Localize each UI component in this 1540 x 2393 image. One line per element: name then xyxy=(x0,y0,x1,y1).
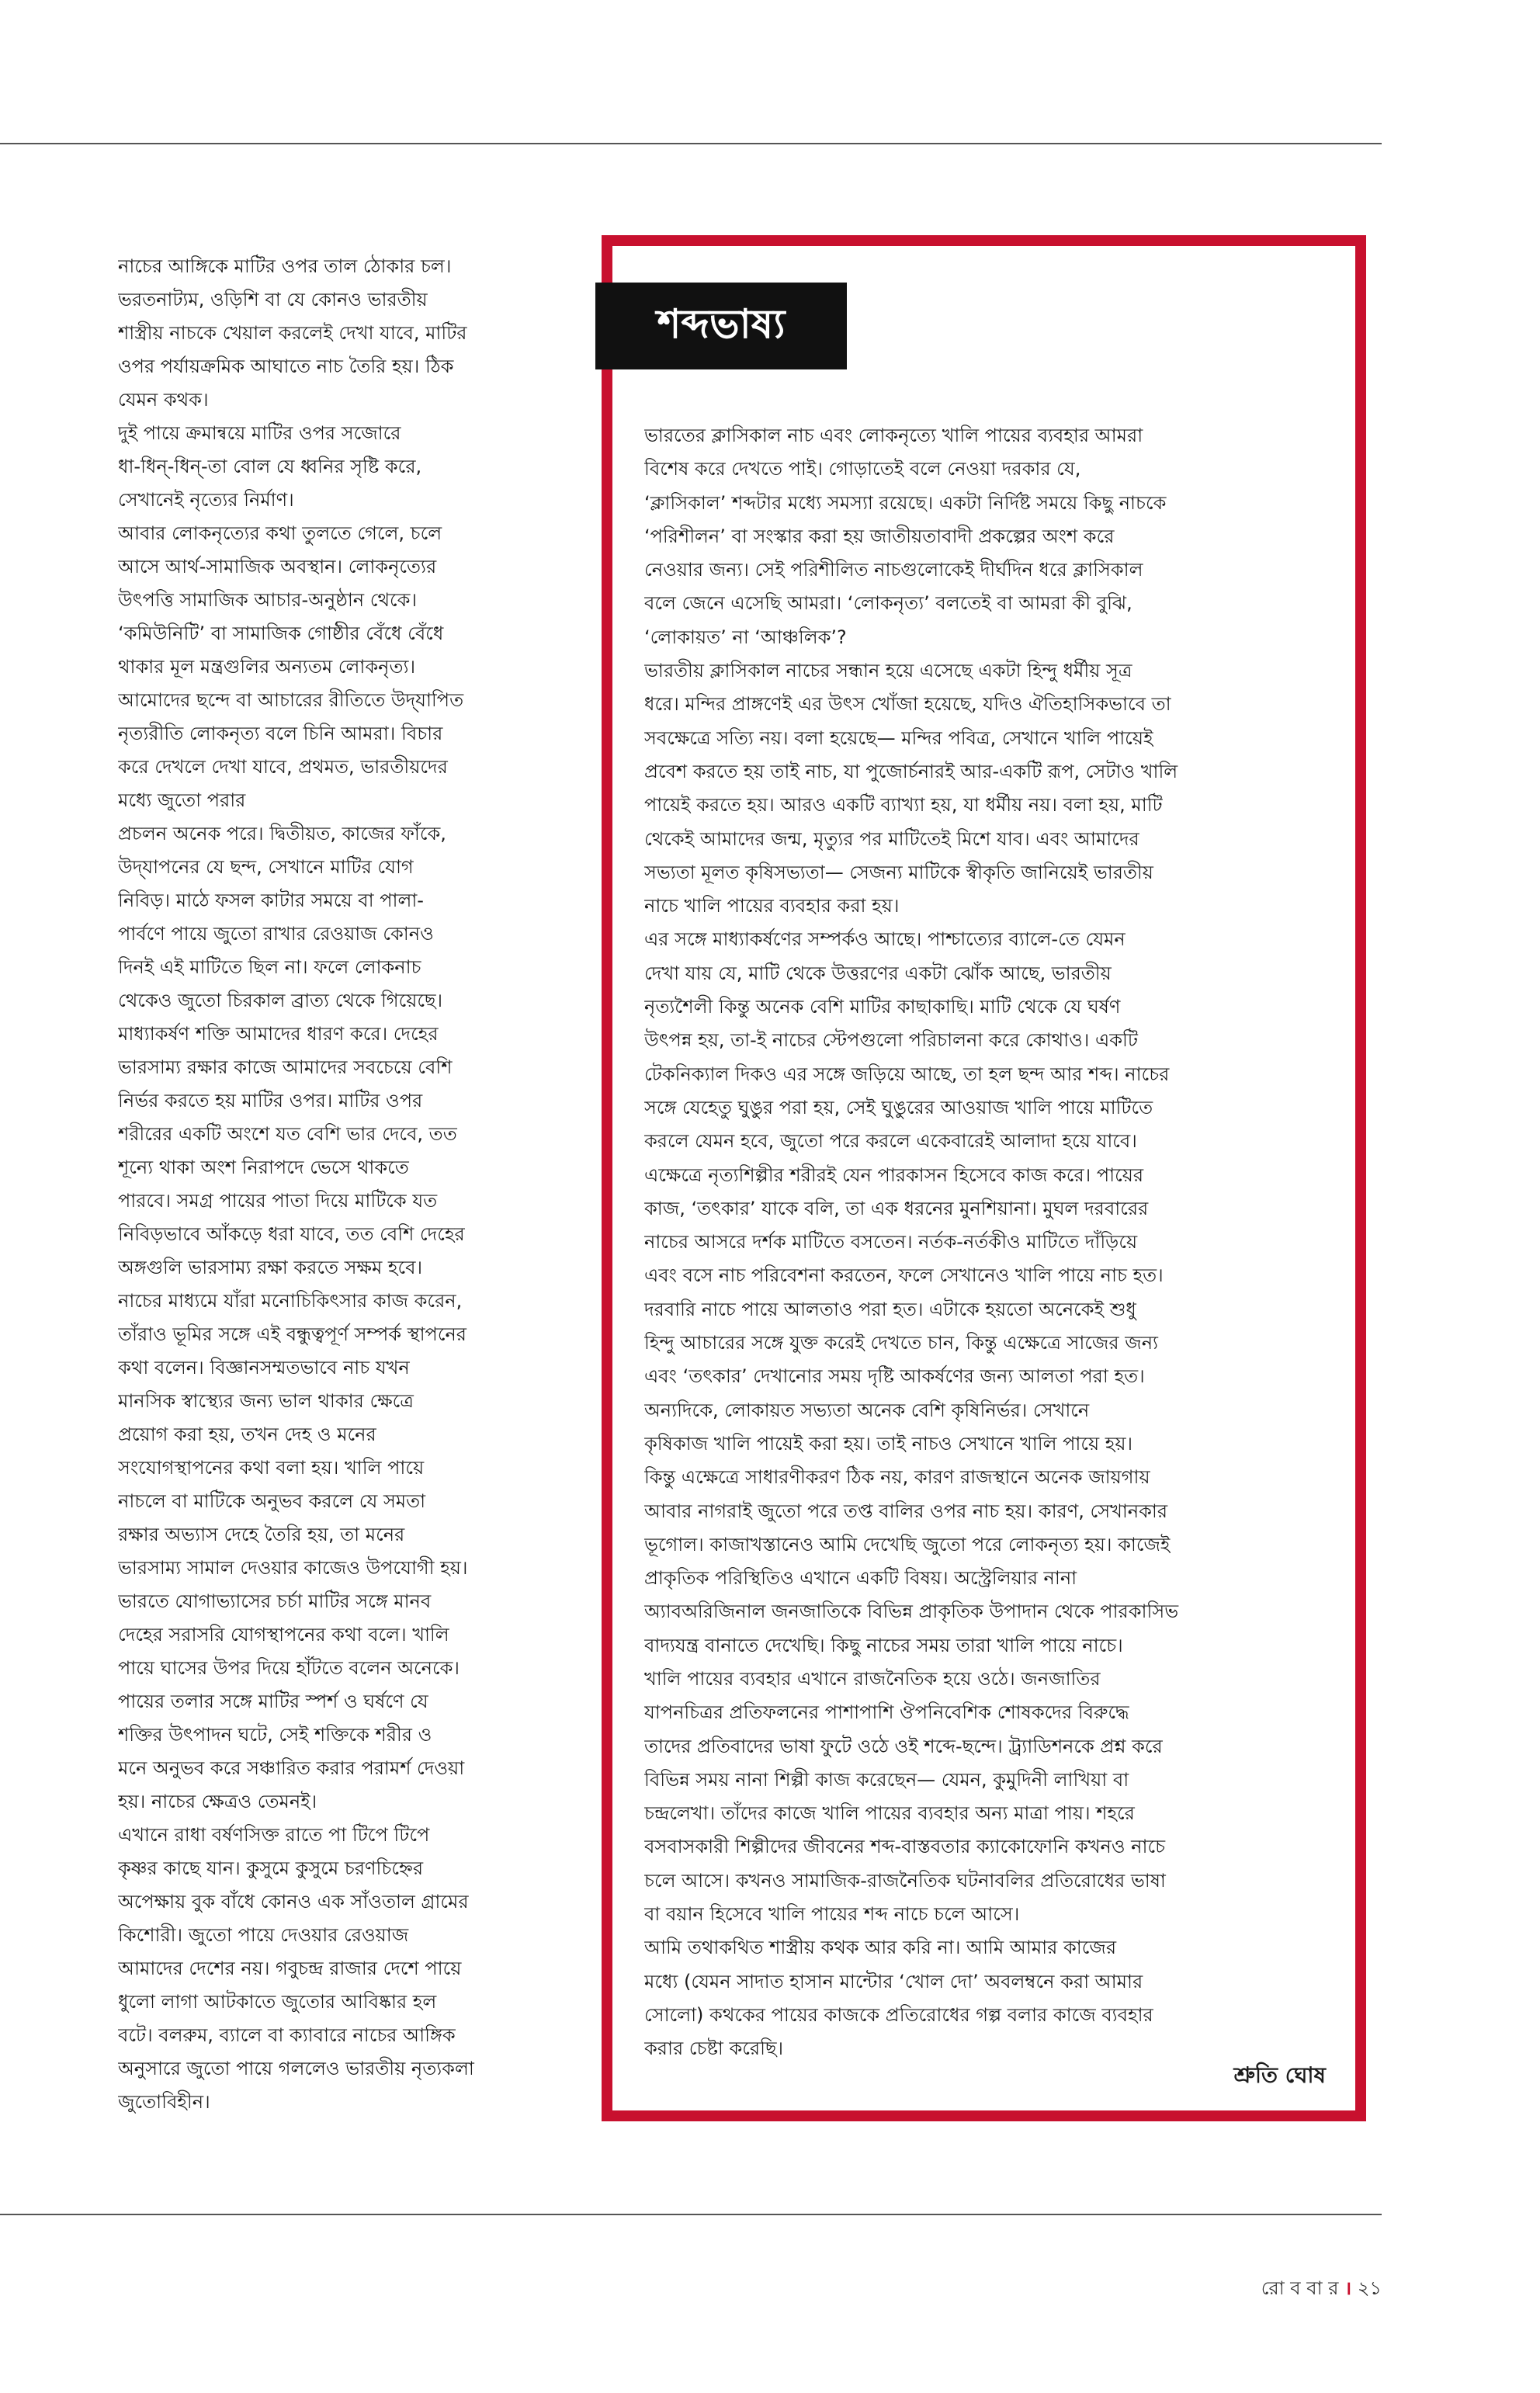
text-line: বাদ্যযন্ত্র বানাতে দেখেছি। কিছু নাচের সময় তারা খালি পায়ে নাচে। xyxy=(644,1634,1123,1656)
text-line: কিশোরী। জুতো পায়ে দেওয়ার রেওয়াজ xyxy=(118,1924,409,1946)
text-line: বলে জেনে এসেছি আমরা। ‘লোকনৃত্য’ বলতেই বা আমরা কী বুঝি, xyxy=(644,592,1132,615)
text-line: নৃত্যরীতি লোকনৃত্য বলে চিনি আমরা। বিচার xyxy=(118,723,443,744)
text-line: ভারতের ক্লাসিকাল নাচ এবং লোকনৃত্যে খালি পায়ের ব্যবহার আমরা xyxy=(644,425,1143,446)
text-line: করার চেষ্টা করেছি। xyxy=(644,2038,784,2060)
text-line: নেওয়ার জন্য। সেই পরিশীলিত নাচগুলোকেই দীর্ঘদিন ধরে ক্লাসিকাল xyxy=(644,559,1143,581)
text-line: আমাদের দেশের নয়। গবুচন্দ্র রাজার দেশে পায়ে xyxy=(118,1958,462,1979)
text-line: অঙ্গগুলি ভারসাম্য রক্ষা করতে সক্ষম হবে। xyxy=(118,1257,423,1278)
text-line: ভারতে যোগাভ্যাসের চর্চা মাটির সঙ্গে মানব xyxy=(118,1590,432,1612)
text-line: কথা বলেন। বিজ্ঞানসম্মতভাবে নাচ যখন xyxy=(118,1357,410,1379)
text-line: রক্ষার অভ্যাস দেহে তৈরি হয়, তা মনের xyxy=(118,1524,405,1545)
text-line: ‘লোকায়ত’ না ‘আঞ্চলিক’? xyxy=(644,626,847,648)
text-line: আসে আর্থ-সামাজিক অবস্থান। লোকনৃত্যের xyxy=(118,556,437,577)
magazine-name: রো ব বা র xyxy=(1261,2277,1339,2299)
text-line: প্রয়োগ করা হয়, তখন দেহ ও মনের xyxy=(118,1424,376,1445)
text-line: কৃষ্ণর কাছে যান। কুসুমে কুসুমে চরণচিহ্নের xyxy=(118,1857,424,1879)
text-line: চন্দ্রলেখা। তাঁদের কাজে খালি পায়ের ব্যবহার অন্য মাত্রা পায়। শহরে xyxy=(644,1802,1135,1825)
text-line: এখানে রাধা বর্ষণসিক্ত রাতে পা টিপে টিপে xyxy=(118,1824,430,1846)
text-line: উৎপন্ন হয়, তা-ই নাচের স্টেপগুলো পরিচালনা করে কোথাও। একটি xyxy=(644,1029,1139,1052)
text-line: থেকেও জুতো চিরকাল ব্রাত্য থেকে গিয়েছে। xyxy=(118,990,443,1011)
text-line: মানসিক স্বাস্থ্যের জন্য ভাল থাকার ক্ষেত্রে xyxy=(118,1390,414,1412)
text-line: প্রাকৃতিক পরিস্থিতিও এখানে একটি বিষয়। অস্ট্রেলিয়ার নানা xyxy=(644,1567,1077,1590)
text-line: তাঁরাও ভূমির সঙ্গে এই বন্ধুত্বপূর্ণ সম্পর্ক স্থাপনের xyxy=(118,1323,467,1345)
text-line: মধ্যে জুতো পরার xyxy=(118,789,246,811)
text-line: পার্বণে পায়ে জুতো রাখার রেওয়াজ কোনও xyxy=(118,923,434,945)
text-line: ‘পরিশীলন’ বা সংস্কার করা হয় জাতীয়তাবাদী প্রকল্পের অংশ করে xyxy=(644,525,1115,547)
text-line: ধুলো লাগা আটকাতে জুতোর আবিষ্কার হল xyxy=(118,1991,437,2013)
text-line: ভারসাম্য রক্ষার কাজে আমাদের সবচেয়ে বেশি xyxy=(118,1056,453,1078)
text-line: নৃত্যশৈলী কিন্তু অনেক বেশি মাটির কাছাকাছি। মাটি থেকে যে ঘর্ষণ xyxy=(644,996,1121,1018)
text-line: প্রচলন অনেক পরে। দ্বিতীয়ত, কাজের ফাঁকে, xyxy=(118,823,446,844)
text-line: সংযোগস্থাপনের কথা বলা হয়। খালি পায়ে xyxy=(118,1457,425,1479)
text-line: যেমন কথক। xyxy=(118,389,209,411)
text-line: সভ্যতা মূলত কৃষিসভ্যতা— সেজন্য মাটিকে স্বীকৃতি জানিয়েই ভারতীয় xyxy=(644,861,1153,883)
text-line: ‘ক্লাসিকাল’ শব্দটার মধ্যে সমস্যা রয়েছে। একটা নির্দিষ্ট সময়ে কিছু নাচকে xyxy=(644,491,1167,514)
text-line: এবং ‘তৎকার’ দেখানোর সময় দৃষ্টি আকর্ষণের জন্য আলতা পরা হত। xyxy=(644,1365,1145,1388)
text-line: বা বয়ান হিসেবে খালি পায়ের শব্দ নাচে চলে আসে। xyxy=(644,1903,1020,1926)
text-line: নির্ভর করতে হয় মাটির ওপর। মাটির ওপর xyxy=(118,1090,423,1112)
text-line: পারবে। সমগ্র পায়ের পাতা দিয়ে মাটিকে যত xyxy=(118,1190,438,1212)
text-line: আমোদের ছন্দে বা আচারের রীতিতে উদ্‌যাপিত xyxy=(118,689,464,711)
text-line: করে দেখলে দেখা যাবে, প্রথমত, ভারতীয়দের xyxy=(118,756,448,778)
text-line: দিনই এই মাটিতে ছিল না। ফলে লোকনাচ xyxy=(118,956,421,978)
text-line: নিবিড়। মাঠে ফসল কাটার সময়ে বা পালা- xyxy=(118,890,424,911)
author-name: শ্রুতি ঘোষ xyxy=(1233,2062,1326,2088)
text-line: নাচে খালি পায়ের ব্যবহার করা হয়। xyxy=(644,895,900,917)
text-line: পায়েই করতে হয়। আরও একটি ব্যাখ্যা হয়, যা ধর্মীয় নয়। বলা হয়, মাটি xyxy=(644,794,1163,817)
footer-separator: । xyxy=(1344,2277,1352,2299)
text-line: শরীরের একটি অংশে যত বেশি ভার দেবে, তত xyxy=(118,1123,457,1145)
text-line: দেখা যায় যে, মাটি থেকে উত্তরণের একটা ঝোঁক আছে, ভারতীয় xyxy=(644,962,1112,984)
text-line: বিশেষ করে দেখতে পাই। গোড়াতেই বলে নেওয়া দরকার যে, xyxy=(644,458,1081,480)
text-line: পায়ের তলার সঙ্গে মাটির স্পর্শ ও ঘর্ষণে যে xyxy=(118,1691,428,1712)
text-line: করলে যেমন হবে, জুতো পরে করলে একেবারেই আলাদা হয়ে যাবে। xyxy=(644,1130,1137,1153)
text-line: ভারসাম্য সামাল দেওয়ার কাজেও উপযোগী হয়। xyxy=(118,1557,468,1579)
text-line: চলে আসে। কখনও সামাজিক-রাজনৈতিক ঘটনাবলির প্রতিরোধের ভাষা xyxy=(644,1869,1166,1892)
text-line: আমি তথাকথিত শাস্ত্রীয় কথক আর করি না। আমি আমার কাজের xyxy=(644,1937,1117,1959)
text-line: কিন্তু এক্ষেত্রে সাধারণীকরণ ঠিক নয়, কারণ রাজস্থানে অনেক জায়গায় xyxy=(644,1466,1150,1489)
text-line: নাচের আসরে দর্শক মাটিতে বসতেন। নর্তক-নর্তকীও মাটিতে দাঁড়িয়ে xyxy=(644,1231,1138,1254)
text-line: শক্তির উৎপাদন ঘটে, সেই শক্তিকে শরীর ও xyxy=(118,1724,432,1746)
text-line: বিভিন্ন সময় নানা শিল্পী কাজ করেছেন— যেমন, কুমুদিনী লাখিয়া বা xyxy=(644,1768,1129,1791)
page-number: ২১ xyxy=(1357,2277,1382,2299)
text-line: সোলো) কথকের পায়ের কাজকে প্রতিরোধের গল্প বলার কাজে ব্যবহার xyxy=(644,2003,1153,2026)
page-footer xyxy=(1250,2274,1382,2305)
text-line: বসবাসকারী শিল্পীদের জীবনের শব্দ-বাস্তবতার ক্যাকোফোনি কখনও নাচে xyxy=(644,1836,1166,1858)
text-line: টেকনিক্যাল দিকও এর সঙ্গে জড়িয়ে আছে, তা হল ছন্দ আর শব্দ। নাচের xyxy=(644,1063,1170,1085)
text-line: তাদের প্রতিবাদের ভাষা ফুটে ওঠে ওই শব্দে-ছন্দে। ট্র্যাডিশনকে প্রশ্ন করে xyxy=(644,1735,1163,1757)
text-line: ‘কমিউনিটি’ বা সামাজিক গোষ্ঠীর বেঁধে বেঁধে xyxy=(118,623,444,644)
text-line: ভূগোল। কাজাখস্তানেও আমি দেখেছি জুতো পরে লোকনৃত্য হয়। কাজেই xyxy=(644,1533,1171,1555)
text-line: হয়। নাচের ক্ষেত্রও তেমনই। xyxy=(118,1791,317,1812)
text-line: ধরে। মন্দির প্রাঙ্গণেই এর উৎস খোঁজা হয়েছে, যদিও ঐতিহাসিকভাবে তা xyxy=(644,693,1171,716)
text-line: সেখানেই নৃত্যের নির্মাণ। xyxy=(118,489,294,511)
text-line: নিবিড়ভাবে আঁকড়ে ধরা যাবে, তত বেশি দেহের xyxy=(118,1223,465,1245)
text-line: উদ্‌যাপনের যে ছন্দ, সেখানে মাটির যোগ xyxy=(118,856,414,878)
text-line: পায়ে ঘাসের উপর দিয়ে হাঁটতে বলেন অনেকে। xyxy=(118,1657,460,1679)
text-line: বটে। বলরুম, ব্যালে বা ক্যাবারে নাচের আঙ্গিক xyxy=(118,2024,456,2046)
text-line: নাচের আঙ্গিকে মাটির ওপর তাল ঠোকার চল। xyxy=(118,255,452,277)
text-line: দুই পায়ে ক্রমান্বয়ে মাটির ওপর সজোরে xyxy=(118,422,401,444)
text-line: অ্যাবঅরিজিনাল জনজাতিকে বিভিন্ন প্রাকৃতিক উপাদান থেকে পারকাসিভ xyxy=(644,1601,1179,1623)
text-line: এক্ষেত্রে নৃত্যশিল্পীর শরীরই যেন পারকাসন হিসেবে কাজ করে। পায়ের xyxy=(644,1164,1144,1186)
text-line: মনে অনুভব করে সঞ্চারিত করার পরামর্শ দেওয়া xyxy=(118,1757,465,1779)
sidebar-label: শব্দভাষ্য xyxy=(595,283,847,369)
text-line: সবক্ষেত্রে সত্যি নয়। বলা হয়েছে— মন্দির পবিত্র, সেখানে খালি পায়েই xyxy=(644,727,1153,749)
text-line: প্রবেশ করতে হয় তাই নাচ, যা পুজোর্চনারই আর-একটি রূপ, সেটাও খালি xyxy=(644,760,1178,782)
text-line: শাস্ত্রীয় নাচকে খেয়াল করলেই দেখা যাবে, মাটির xyxy=(118,322,467,344)
text-line: হিন্দু আচারের সঙ্গে যুক্ত করেই দেখতে চান, কিন্তু এক্ষেত্রে সাজের জন্য xyxy=(644,1332,1158,1354)
text-line: অনুসারে জুতো পায়ে গললেও ভারতীয় নৃত্যকলা xyxy=(118,2058,474,2079)
text-line: আবার লোকনৃত্যের কথা তুলতে গেলে, চলে xyxy=(118,522,442,544)
text-line: দেহের সরাসরি যোগস্থাপনের কথা বলে। খালি xyxy=(118,1624,449,1646)
text-line: নাচলে বা মাটিকে অনুভব করলে যে সমতা xyxy=(118,1490,426,1512)
text-line: যাপনচিত্রর প্রতিফলনের পাশাপাশি ঔপনিবেশিক শোষকদের বিরুদ্ধে xyxy=(644,1701,1129,1724)
text-line: ভরতনাট্যম, ওড়িশি বা যে কোনও ভারতীয় xyxy=(118,289,428,310)
text-line: ধা-ধিন্-ধিন্-তা বোল যে ধ্বনির সৃষ্টি করে, xyxy=(118,456,422,477)
text-line: এবং বসে নাচ পরিবেশনা করতেন, ফলে সেখানেও খালি পায়ে নাচ হত। xyxy=(644,1264,1164,1287)
text-line: মাধ্যাকর্ষণ শক্তি আমাদের ধারণ করে। দেহের xyxy=(118,1023,439,1045)
top-rule xyxy=(0,143,1382,144)
text-line: কাজ, ‘তৎকার’ যাকে বলি, তা এক ধরনের মুনশিয়ানা। মুঘল দরবারের xyxy=(644,1197,1149,1219)
sidebar-text xyxy=(644,419,1327,2066)
main-article-column xyxy=(118,250,560,2119)
text-line: এর সঙ্গে মাধ্যাকর্ষণের সম্পর্কও আছে। পাশ্চাত্যের ব্যালে-তে যেমন xyxy=(644,928,1126,951)
text-line: শূন্যে থাকা অংশ নিরাপদে ভেসে থাকতে xyxy=(118,1157,409,1178)
text-line: থাকার মূল মন্ত্রগুলির অন্যতম লোকনৃত্য। xyxy=(118,656,416,678)
text-line: মধ্যে (যেমন সাদাত হাসান মান্টোর ‘খোল দো’ অবলম্বনে করা আমার xyxy=(644,1970,1143,1992)
bottom-rule xyxy=(0,2214,1382,2215)
text-line: ভারতীয় ক্লাসিকাল নাচের সন্ধান হয়ে এসেছে একটা হিন্দু ধর্মীয় সূত্র xyxy=(644,660,1132,682)
text-line: অন্যদিকে, লোকায়ত সভ্যতা অনেক বেশি কৃষিনির্ভর। সেখানে xyxy=(644,1399,1090,1421)
text-line: অপেক্ষায় বুক বাঁধে কোনও এক সাঁওতাল গ্রামের xyxy=(118,1891,469,1913)
text-line: জুতোবিহীন। xyxy=(118,2091,210,2113)
text-line: নাচের মাধ্যমে যাঁরা মনোচিকিৎসার কাজ করেন, xyxy=(118,1290,463,1312)
text-line: সঙ্গে যেহেতু ঘুঙুর পরা হয়, সেই ঘুঙুরের আওয়াজ খালি পায়ে মাটিতে xyxy=(644,1096,1153,1118)
text-line: দরবারি নাচে পায়ে আলতাও পরা হত। এটাকে হয়তো অনেকেই শুধু xyxy=(644,1298,1136,1320)
text-line: ওপর পর্যায়ক্রমিক আঘাতে নাচ তৈরি হয়। ঠিক xyxy=(118,355,454,377)
text-line: কৃষিকাজ খালি পায়েই করা হয়। তাই নাচও সেখানে খালি পায়ে হয়। xyxy=(644,1432,1133,1455)
text-line: আবার নাগরাই জুতো পরে তপ্ত বালির ওপর নাচ হয়। কারণ, সেখানকার xyxy=(644,1500,1168,1522)
text-line: খালি পায়ের ব্যবহার এখানে রাজনৈতিক হয়ে ওঠে। জনজাতির xyxy=(644,1667,1101,1690)
text-line: থেকেই আমাদের জন্ম, মৃত্যুর পর মাটিতেই মিশে যাব। এবং আমাদের xyxy=(644,827,1139,850)
text-line: উৎপত্তি সামাজিক আচার-অনুষ্ঠান থেকে। xyxy=(118,589,418,611)
